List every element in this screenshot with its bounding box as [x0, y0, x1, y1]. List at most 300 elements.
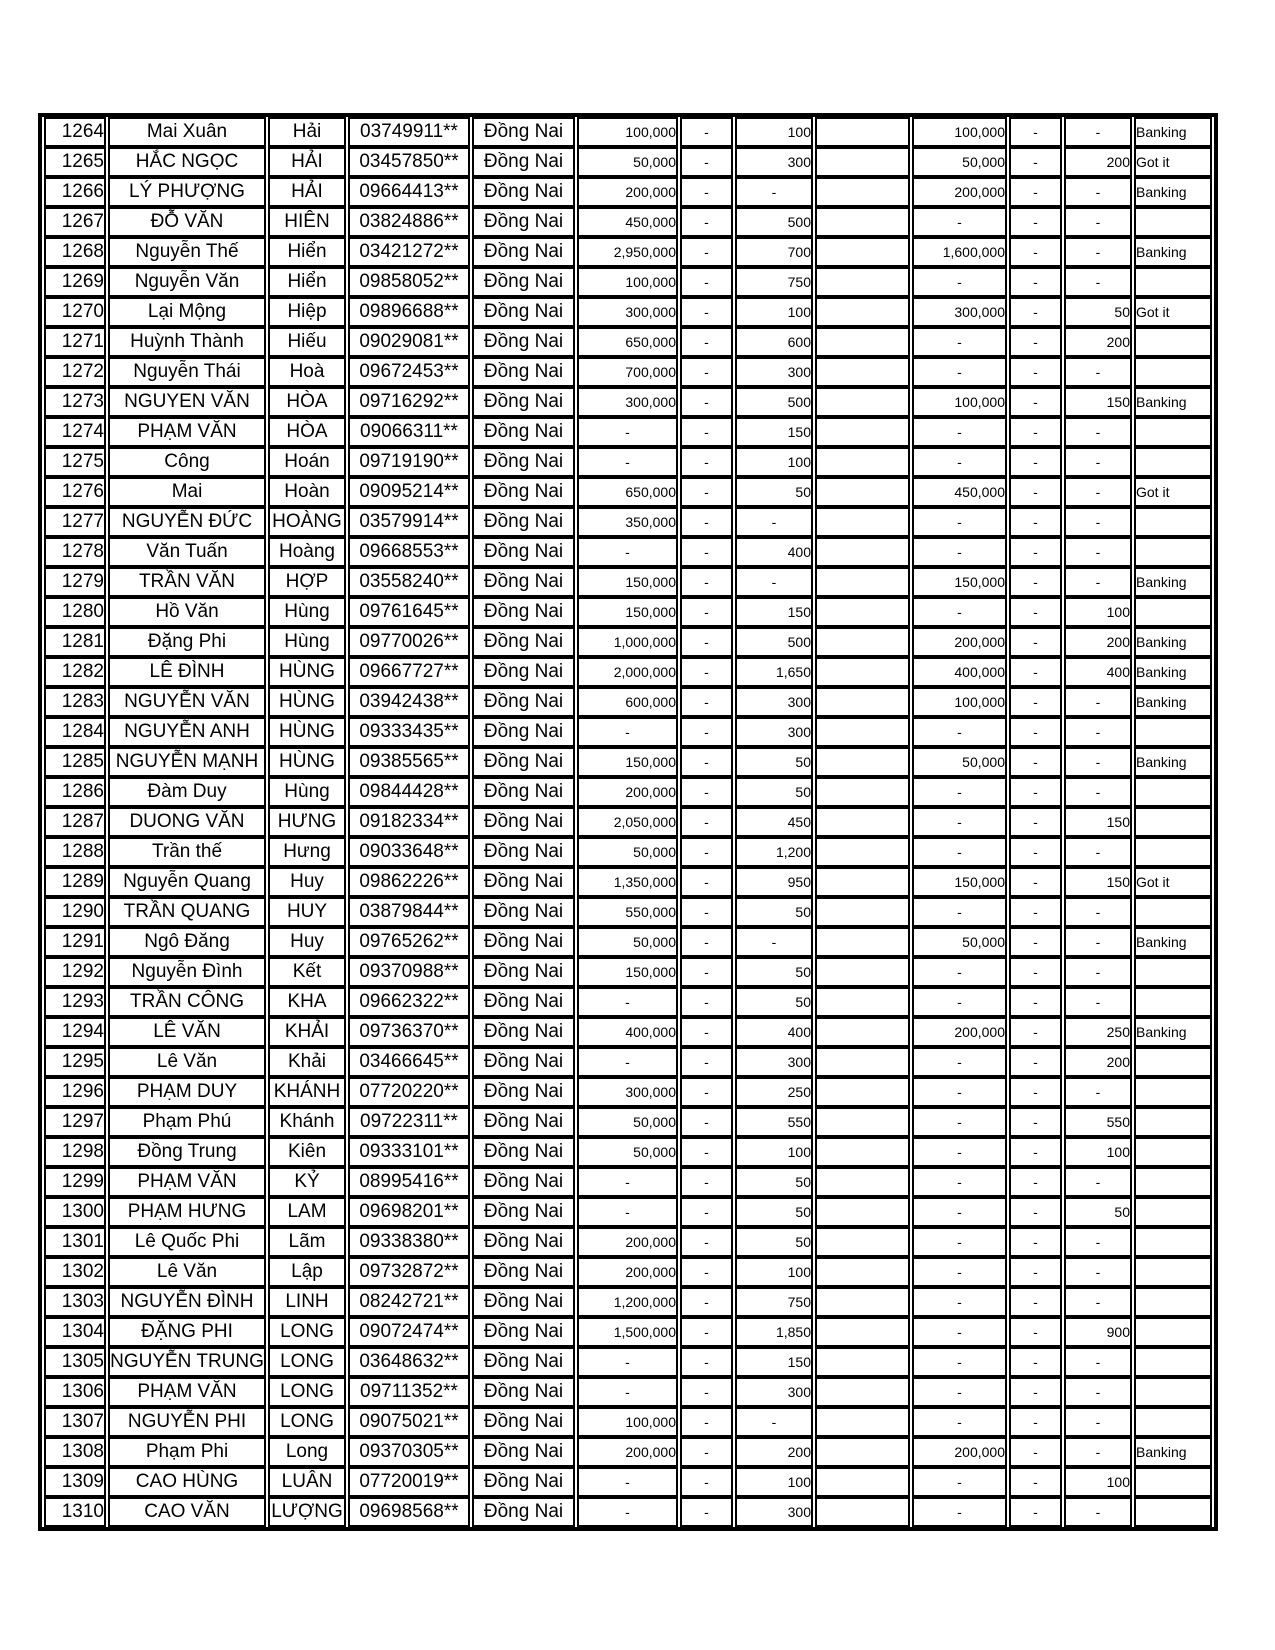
cell-id: 1275	[44, 447, 106, 477]
cell-id: 1306	[44, 1377, 106, 1407]
cell-province: Đồng Nai	[472, 777, 575, 807]
cell-amount-1: 2,950,000	[577, 237, 678, 267]
cell-id: 1291	[44, 927, 106, 957]
cell-last-name: HÙNG	[268, 717, 346, 747]
table-row	[44, 747, 1212, 777]
cell-amount-1: -	[577, 417, 678, 447]
cell-amount-3: -	[912, 1137, 1007, 1167]
table-row	[44, 1017, 1212, 1047]
cell-province: Đồng Nai	[472, 1197, 575, 1227]
cell-status	[1134, 807, 1212, 837]
cell-status: Got it	[1134, 147, 1212, 177]
cell-id: 1296	[44, 1077, 106, 1107]
cell-amount-1: 450,000	[577, 207, 678, 237]
cell-last-name: LINH	[268, 1287, 346, 1317]
cell-amount-4: -	[1064, 897, 1132, 927]
cell-phone: 03648632**	[348, 1347, 470, 1377]
cell-phone: 09370988**	[348, 957, 470, 987]
cell-dash-2: -	[1009, 1047, 1062, 1077]
cell-amount-3: 1,600,000	[912, 237, 1007, 267]
cell-phone: 09896688**	[348, 297, 470, 327]
cell-amount-2: 1,200	[735, 837, 813, 867]
cell-blank	[815, 1407, 910, 1437]
cell-amount-3: -	[912, 1317, 1007, 1347]
cell-amount-1: 200,000	[577, 1257, 678, 1287]
cell-last-name: HÙNG	[268, 687, 346, 717]
cell-amount-3: 100,000	[912, 687, 1007, 717]
cell-amount-1: -	[577, 1197, 678, 1227]
cell-amount-4: -	[1064, 957, 1132, 987]
table-row	[44, 1227, 1212, 1257]
cell-id: 1274	[44, 417, 106, 447]
cell-dash-1: -	[680, 957, 733, 987]
cell-status: Got it	[1134, 297, 1212, 327]
cell-first-name: NGUYEN VĂN	[108, 387, 266, 417]
cell-dash-1: -	[680, 1167, 733, 1197]
cell-amount-4: -	[1064, 927, 1132, 957]
cell-dash-1: -	[680, 927, 733, 957]
table-row	[44, 267, 1212, 297]
cell-blank	[815, 897, 910, 927]
cell-dash-1: -	[680, 837, 733, 867]
cell-province: Đồng Nai	[472, 1077, 575, 1107]
cell-amount-1: 150,000	[577, 957, 678, 987]
cell-phone: 09844428**	[348, 777, 470, 807]
cell-amount-3: -	[912, 1047, 1007, 1077]
cell-amount-1: 400,000	[577, 1017, 678, 1047]
cell-dash-1: -	[680, 1437, 733, 1467]
cell-amount-3: 150,000	[912, 567, 1007, 597]
cell-phone: 09711352**	[348, 1377, 470, 1407]
cell-amount-2: 250	[735, 1077, 813, 1107]
cell-first-name: Công	[108, 447, 266, 477]
table-row	[44, 1287, 1212, 1317]
cell-amount-3: 200,000	[912, 1437, 1007, 1467]
cell-dash-1: -	[680, 1407, 733, 1437]
cell-province: Đồng Nai	[472, 477, 575, 507]
cell-status	[1134, 1167, 1212, 1197]
cell-dash-2: -	[1009, 777, 1062, 807]
cell-dash-1: -	[680, 1077, 733, 1107]
cell-amount-4: 100	[1064, 597, 1132, 627]
cell-province: Đồng Nai	[472, 507, 575, 537]
cell-id: 1265	[44, 147, 106, 177]
table-row	[44, 477, 1212, 507]
cell-amount-1: 650,000	[577, 327, 678, 357]
cell-id: 1303	[44, 1287, 106, 1317]
cell-amount-2: 50	[735, 987, 813, 1017]
cell-province: Đồng Nai	[472, 1227, 575, 1257]
cell-dash-2: -	[1009, 1017, 1062, 1047]
cell-status	[1134, 597, 1212, 627]
cell-id: 1308	[44, 1437, 106, 1467]
cell-amount-3: -	[912, 1287, 1007, 1317]
cell-last-name: Kiên	[268, 1137, 346, 1167]
cell-phone: 08242721**	[348, 1287, 470, 1317]
cell-phone: 03466645**	[348, 1047, 470, 1077]
cell-dash-1: -	[680, 387, 733, 417]
cell-dash-1: -	[680, 147, 733, 177]
cell-phone: 09072474**	[348, 1317, 470, 1347]
cell-amount-4: -	[1064, 447, 1132, 477]
cell-amount-1: 200,000	[577, 1437, 678, 1467]
cell-first-name: Nguyễn Đình	[108, 957, 266, 987]
cell-phone: 03579914**	[348, 507, 470, 537]
cell-last-name: Lập	[268, 1257, 346, 1287]
cell-amount-3: -	[912, 1257, 1007, 1287]
cell-dash-1: -	[680, 477, 733, 507]
cell-dash-2: -	[1009, 717, 1062, 747]
cell-blank	[815, 237, 910, 267]
cell-amount-4: -	[1064, 507, 1132, 537]
cell-amount-2: 150	[735, 417, 813, 447]
cell-status	[1134, 1257, 1212, 1287]
cell-blank	[815, 747, 910, 777]
cell-amount-1: -	[577, 447, 678, 477]
cell-phone: 08995416**	[348, 1167, 470, 1197]
cell-status	[1134, 1287, 1212, 1317]
cell-amount-3: 200,000	[912, 1017, 1007, 1047]
cell-status	[1134, 1107, 1212, 1137]
cell-dash-1: -	[680, 807, 733, 837]
cell-dash-1: -	[680, 777, 733, 807]
cell-phone: 09765262**	[348, 927, 470, 957]
cell-amount-4: -	[1064, 1257, 1132, 1287]
cell-amount-1: 50,000	[577, 837, 678, 867]
cell-amount-4: 50	[1064, 297, 1132, 327]
cell-dash-1: -	[680, 867, 733, 897]
cell-amount-3: 50,000	[912, 927, 1007, 957]
cell-id: 1292	[44, 957, 106, 987]
cell-last-name: Hoàn	[268, 477, 346, 507]
table-row	[44, 297, 1212, 327]
cell-province: Đồng Nai	[472, 657, 575, 687]
cell-last-name: Hiển	[268, 237, 346, 267]
cell-status: Banking	[1134, 657, 1212, 687]
cell-status	[1134, 837, 1212, 867]
cell-province: Đồng Nai	[472, 567, 575, 597]
cell-amount-1: 1,000,000	[577, 627, 678, 657]
cell-phone: 09333435**	[348, 717, 470, 747]
cell-dash-2: -	[1009, 747, 1062, 777]
cell-amount-4: -	[1064, 237, 1132, 267]
cell-id: 1284	[44, 717, 106, 747]
table-row	[44, 177, 1212, 207]
cell-amount-4: 200	[1064, 627, 1132, 657]
cell-amount-3: -	[912, 987, 1007, 1017]
table-row	[44, 837, 1212, 867]
table-row	[44, 777, 1212, 807]
cell-last-name: Hải	[268, 117, 346, 147]
cell-dash-2: -	[1009, 147, 1062, 177]
cell-blank	[815, 567, 910, 597]
cell-amount-2: 50	[735, 1197, 813, 1227]
cell-blank	[815, 987, 910, 1017]
cell-status	[1134, 537, 1212, 567]
table-row	[44, 207, 1212, 237]
cell-province: Đồng Nai	[472, 1467, 575, 1497]
cell-phone: 09338380**	[348, 1227, 470, 1257]
table-row	[44, 147, 1212, 177]
cell-phone: 09862226**	[348, 867, 470, 897]
table-row	[44, 807, 1212, 837]
cell-last-name: Huy	[268, 867, 346, 897]
cell-amount-2: 550	[735, 1107, 813, 1137]
cell-id: 1287	[44, 807, 106, 837]
cell-first-name: LÊ VĂN	[108, 1017, 266, 1047]
cell-first-name: Đặng Phi	[108, 627, 266, 657]
cell-amount-1: 1,500,000	[577, 1317, 678, 1347]
cell-first-name: TRẦN VĂN	[108, 567, 266, 597]
cell-first-name: DUONG VĂN	[108, 807, 266, 837]
cell-dash-2: -	[1009, 447, 1062, 477]
cell-last-name: LONG	[268, 1377, 346, 1407]
cell-amount-2: -	[735, 927, 813, 957]
cell-amount-4: 50	[1064, 1197, 1132, 1227]
cell-first-name: NGUYỄN ĐỨC	[108, 507, 266, 537]
cell-id: 1305	[44, 1347, 106, 1377]
table-row	[44, 627, 1212, 657]
cell-id: 1270	[44, 297, 106, 327]
cell-last-name: LUÂN	[268, 1467, 346, 1497]
cell-dash-2: -	[1009, 687, 1062, 717]
cell-id: 1277	[44, 507, 106, 537]
cell-amount-3: -	[912, 537, 1007, 567]
cell-amount-3: -	[912, 207, 1007, 237]
cell-phone: 09732872**	[348, 1257, 470, 1287]
cell-amount-4: -	[1064, 837, 1132, 867]
cell-province: Đồng Nai	[472, 1377, 575, 1407]
cell-blank	[815, 477, 910, 507]
cell-province: Đồng Nai	[472, 417, 575, 447]
cell-amount-1: 200,000	[577, 777, 678, 807]
cell-amount-3: -	[912, 1107, 1007, 1137]
cell-id: 1279	[44, 567, 106, 597]
cell-status: Banking	[1134, 627, 1212, 657]
cell-amount-2: 200	[735, 1437, 813, 1467]
cell-dash-2: -	[1009, 957, 1062, 987]
cell-dash-1: -	[680, 1017, 733, 1047]
cell-last-name: Hưng	[268, 837, 346, 867]
cell-amount-1: 50,000	[577, 147, 678, 177]
cell-amount-4: 200	[1064, 327, 1132, 357]
cell-dash-2: -	[1009, 1257, 1062, 1287]
table-row	[44, 1137, 1212, 1167]
cell-amount-3: -	[912, 807, 1007, 837]
cell-last-name: KHẢI	[268, 1017, 346, 1047]
cell-province: Đồng Nai	[472, 807, 575, 837]
table-row	[44, 1317, 1212, 1347]
cell-status: Got it	[1134, 867, 1212, 897]
cell-amount-4: -	[1064, 537, 1132, 567]
cell-province: Đồng Nai	[472, 267, 575, 297]
cell-first-name: PHẠM VĂN	[108, 417, 266, 447]
cell-dash-2: -	[1009, 1407, 1062, 1437]
cell-dash-1: -	[680, 1347, 733, 1377]
cell-phone: 03421272**	[348, 237, 470, 267]
cell-dash-2: -	[1009, 387, 1062, 417]
cell-blank	[815, 1347, 910, 1377]
cell-last-name: LƯỢNG	[268, 1497, 346, 1527]
cell-id: 1300	[44, 1197, 106, 1227]
cell-last-name: LONG	[268, 1347, 346, 1377]
cell-province: Đồng Nai	[472, 1167, 575, 1197]
cell-dash-1: -	[680, 1107, 733, 1137]
cell-amount-3: -	[912, 1167, 1007, 1197]
cell-dash-2: -	[1009, 807, 1062, 837]
cell-first-name: NGUYỄN MẠNH	[108, 747, 266, 777]
cell-dash-1: -	[680, 1467, 733, 1497]
cell-blank	[815, 1077, 910, 1107]
cell-amount-2: -	[735, 567, 813, 597]
cell-status	[1134, 1467, 1212, 1497]
cell-amount-2: -	[735, 177, 813, 207]
cell-last-name: Long	[268, 1437, 346, 1467]
cell-first-name: Lê Văn	[108, 1257, 266, 1287]
cell-amount-3: -	[912, 597, 1007, 627]
cell-amount-3: -	[912, 777, 1007, 807]
cell-dash-1: -	[680, 507, 733, 537]
cell-dash-1: -	[680, 537, 733, 567]
cell-blank	[815, 267, 910, 297]
cell-amount-2: 500	[735, 627, 813, 657]
cell-id: 1310	[44, 1497, 106, 1527]
cell-status	[1134, 1197, 1212, 1227]
table-row	[44, 1437, 1212, 1467]
cell-dash-1: -	[680, 267, 733, 297]
cell-last-name: HÙNG	[268, 747, 346, 777]
cell-dash-2: -	[1009, 417, 1062, 447]
cell-status	[1134, 1377, 1212, 1407]
cell-phone: 09668553**	[348, 537, 470, 567]
table-row	[44, 1167, 1212, 1197]
cell-first-name: Nguyễn Thế	[108, 237, 266, 267]
cell-first-name: NGUYỄN ANH	[108, 717, 266, 747]
cell-status	[1134, 987, 1212, 1017]
cell-dash-2: -	[1009, 1287, 1062, 1317]
cell-blank	[815, 927, 910, 957]
cell-last-name: HIÊN	[268, 207, 346, 237]
cell-amount-3: 400,000	[912, 657, 1007, 687]
cell-province: Đồng Nai	[472, 987, 575, 1017]
cell-last-name: HẢI	[268, 177, 346, 207]
cell-id: 1286	[44, 777, 106, 807]
cell-id: 1272	[44, 357, 106, 387]
cell-amount-2: 500	[735, 207, 813, 237]
cell-dash-1: -	[680, 1197, 733, 1227]
cell-phone: 03457850**	[348, 147, 470, 177]
cell-phone: 03879844**	[348, 897, 470, 927]
cell-blank	[815, 507, 910, 537]
table-row	[44, 237, 1212, 267]
cell-id: 1290	[44, 897, 106, 927]
cell-id: 1297	[44, 1107, 106, 1137]
table-row	[44, 687, 1212, 717]
cell-blank	[815, 687, 910, 717]
cell-last-name: HƯNG	[268, 807, 346, 837]
cell-first-name: NGUYỄN ĐÌNH	[108, 1287, 266, 1317]
cell-dash-2: -	[1009, 207, 1062, 237]
cell-amount-4: 550	[1064, 1107, 1132, 1137]
cell-first-name: LÝ PHƯỢNG	[108, 177, 266, 207]
cell-first-name: Đàm Duy	[108, 777, 266, 807]
cell-blank	[815, 1317, 910, 1347]
cell-dash-2: -	[1009, 327, 1062, 357]
cell-first-name: Huỳnh Thành	[108, 327, 266, 357]
cell-amount-1: 150,000	[577, 747, 678, 777]
cell-amount-2: 50	[735, 1227, 813, 1257]
cell-first-name: Lê Văn	[108, 1047, 266, 1077]
cell-amount-2: 450	[735, 807, 813, 837]
cell-id: 1281	[44, 627, 106, 657]
cell-blank	[815, 207, 910, 237]
cell-amount-4: -	[1064, 1437, 1132, 1467]
cell-amount-3: -	[912, 717, 1007, 747]
cell-status	[1134, 1047, 1212, 1077]
cell-amount-2: 300	[735, 357, 813, 387]
cell-dash-2: -	[1009, 1167, 1062, 1197]
table-row	[44, 387, 1212, 417]
cell-last-name: Hoán	[268, 447, 346, 477]
cell-amount-2: 500	[735, 387, 813, 417]
table-row	[44, 717, 1212, 747]
cell-status	[1134, 957, 1212, 987]
cell-amount-4: 150	[1064, 867, 1132, 897]
cell-phone: 09858052**	[348, 267, 470, 297]
cell-phone: 03749911**	[348, 117, 470, 147]
cell-blank	[815, 537, 910, 567]
cell-dash-1: -	[680, 747, 733, 777]
cell-dash-1: -	[680, 177, 733, 207]
cell-dash-2: -	[1009, 1107, 1062, 1137]
cell-amount-4: -	[1064, 717, 1132, 747]
cell-amount-4: -	[1064, 687, 1132, 717]
cell-last-name: HẢI	[268, 147, 346, 177]
cell-dash-1: -	[680, 207, 733, 237]
cell-amount-1: 300,000	[577, 1077, 678, 1107]
cell-amount-3: -	[912, 327, 1007, 357]
cell-dash-2: -	[1009, 1467, 1062, 1497]
cell-amount-3: 50,000	[912, 747, 1007, 777]
cell-amount-1: 300,000	[577, 297, 678, 327]
cell-phone: 09667727**	[348, 657, 470, 687]
cell-status	[1134, 717, 1212, 747]
cell-amount-1: -	[577, 987, 678, 1017]
cell-amount-1: 600,000	[577, 687, 678, 717]
cell-first-name: PHẠM VĂN	[108, 1377, 266, 1407]
cell-first-name: CAO VĂN	[108, 1497, 266, 1527]
cell-first-name: Ngô Đăng	[108, 927, 266, 957]
cell-amount-2: 50	[735, 957, 813, 987]
cell-id: 1264	[44, 117, 106, 147]
cell-amount-1: -	[577, 717, 678, 747]
cell-dash-2: -	[1009, 597, 1062, 627]
cell-amount-3: -	[912, 837, 1007, 867]
cell-phone: 07720220**	[348, 1077, 470, 1107]
cell-dash-2: -	[1009, 987, 1062, 1017]
cell-amount-2: 50	[735, 477, 813, 507]
cell-amount-1: 150,000	[577, 597, 678, 627]
cell-dash-1: -	[680, 1287, 733, 1317]
cell-amount-1: 150,000	[577, 567, 678, 597]
cell-status: Banking	[1134, 1437, 1212, 1467]
cell-id: 1266	[44, 177, 106, 207]
cell-province: Đồng Nai	[472, 327, 575, 357]
cell-amount-4: 150	[1064, 387, 1132, 417]
table-row	[44, 1047, 1212, 1077]
cell-amount-2: 1,850	[735, 1317, 813, 1347]
cell-dash-1: -	[680, 897, 733, 927]
